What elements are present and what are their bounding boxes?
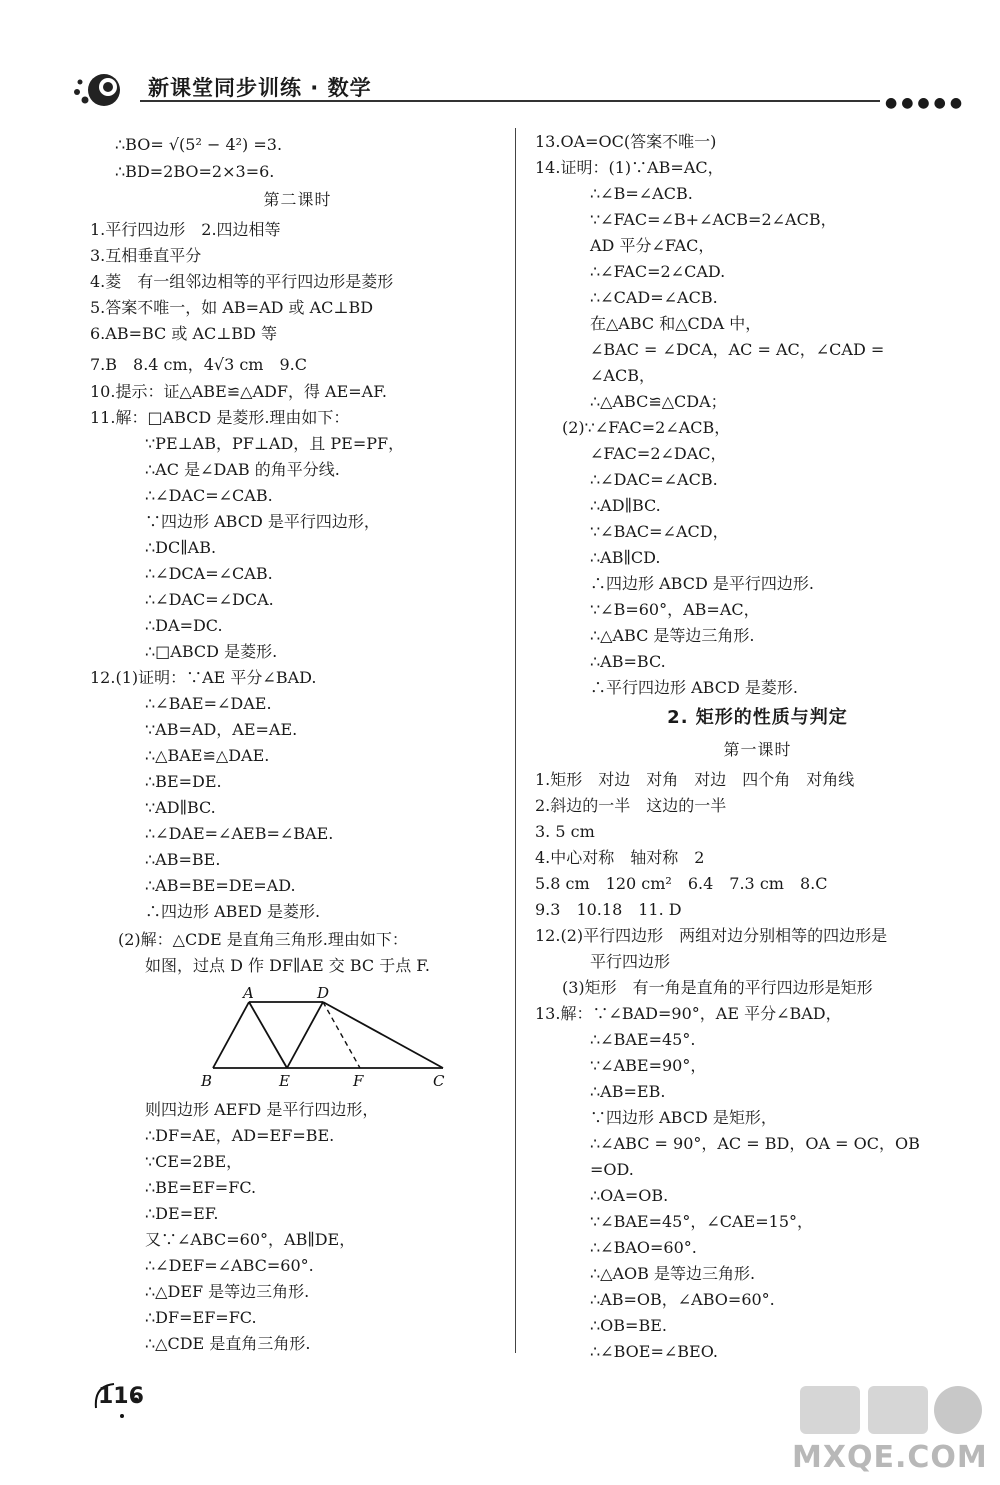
text-line: 9.3 10.18 11. D <box>535 900 682 919</box>
text-line: 10.提示：证△ABE≌△ADF，得 AE=AF. <box>90 382 387 401</box>
text-line: ∴OB=BE. <box>590 1316 667 1335</box>
text-line: ∴∠BAE=45°. <box>590 1030 696 1049</box>
text-line: ∴△ABC≌△CDA； <box>590 392 727 411</box>
label-D: D <box>317 984 330 1002</box>
text-line: =OD. <box>590 1160 634 1179</box>
text-line: ∴四边形 ABED 是菱形. <box>145 902 321 921</box>
text-line: 12.(2)平行四边形 两组对边分别相等的四边形是 <box>535 926 888 945</box>
text-line: ∵AD∥BC. <box>145 798 216 817</box>
text-line: 5.8 cm 120 cm² 6.4 7.3 cm 8.C <box>535 874 828 893</box>
text-line: ∵四边形 ABCD 是矩形， <box>590 1108 777 1127</box>
text-line: ∴∠DAC=∠DCA. <box>145 590 274 609</box>
text-line: 1.矩形 对边 对角 对边 四个角 对角线 <box>535 770 855 789</box>
text-line: ∠ACB， <box>590 366 655 385</box>
text-line: ∴DF=AE，AD=EF=BE. <box>145 1126 335 1145</box>
page-number <box>92 1378 142 1418</box>
text-line: ∴△ABC 是等边三角形. <box>590 626 755 645</box>
text-line: ∴AB=EB. <box>590 1082 666 1101</box>
text-line: ∴∠CAD=∠ACB. <box>590 288 718 307</box>
text-line: 如图，过点 D 作 DF∥AE 交 BC 于点 F. <box>145 956 430 975</box>
text-line: ∵∠ABE=90°， <box>590 1056 707 1075</box>
text-line: ∴△AOB 是等边三角形. <box>590 1264 756 1283</box>
text-line: 13.OA=OC(答案不唯一) <box>535 132 717 151</box>
text-line: ∵∠FAC=∠B+∠ACB=2∠ACB， <box>590 210 837 229</box>
text-line: 4.中心对称 轴对称 2 <box>535 848 705 867</box>
text-line: 平行四边形 <box>590 952 671 971</box>
text-line: ∴OA=OB. <box>590 1186 669 1205</box>
text-line: ∴DF=EF=FC. <box>145 1308 257 1327</box>
header-rule <box>140 100 880 102</box>
text-line: ∴AD∥BC. <box>590 496 661 515</box>
text-line: ∴∠ABC = 90°，AC = BD，OA = OC，OB <box>590 1134 920 1153</box>
text-line: 3.互相垂直平分 <box>90 246 202 265</box>
text-line: ∴∠DCA=∠CAB. <box>145 564 273 583</box>
text-line: 4.菱 有一组邻边相等的平行四边形是菱形 <box>90 272 394 291</box>
text-line: ∵CE=2BE， <box>145 1152 243 1171</box>
text-line: 11.解：□ABCD 是菱形.理由如下： <box>90 408 350 427</box>
label-B: B <box>201 1072 213 1090</box>
text-line: ∴DA=DC. <box>145 616 223 635</box>
text-line: ∴∠BAE=∠DAE. <box>145 694 272 713</box>
watermark-text: MXQE.COM <box>792 1440 988 1475</box>
text-line: (3)矩形 有一角是直角的平行四边形是矩形 <box>562 978 873 997</box>
text-line: ∴□ABCD 是菱形. <box>145 642 278 661</box>
text-line: ∠FAC=2∠DAC， <box>590 444 727 463</box>
text-line: ∴BD=2BO=2×3=6. <box>115 162 275 181</box>
subsection-heading: 第二课时 <box>263 190 332 209</box>
text-line: 6.AB=BC 或 AC⊥BD 等 <box>90 324 277 343</box>
text-line: ∵∠BAC=∠ACD， <box>590 522 729 541</box>
text-line: ∴△BAE≌△DAE. <box>145 746 270 765</box>
text-line: ∴AB=BE=DE=AD. <box>145 876 296 895</box>
text-line: ∴四边形 ABCD 是平行四边形. <box>590 574 814 593</box>
text-line: ∴∠DAC=∠ACB. <box>590 470 718 489</box>
text-line: ∴△DEF 是等边三角形. <box>145 1282 310 1301</box>
text-line: ∴∠BAO=60°. <box>590 1238 697 1257</box>
text-line: (2)∵∠FAC=2∠ACB， <box>562 418 731 437</box>
label-F: F <box>353 1072 364 1090</box>
text-line: 7.B 8.4 cm，4√3 cm 9.C <box>90 355 307 374</box>
label-C: C <box>433 1072 445 1090</box>
page-header <box>0 0 1000 120</box>
text-line: ∴AC 是∠DAB 的角平分线. <box>145 460 340 479</box>
text-line: 5.答案不唯一，如 AB=AD 或 AC⊥BD <box>90 298 374 317</box>
text-line: ∵四边形 ABCD 是平行四边形， <box>145 512 380 531</box>
subsection-heading: 第一课时 <box>723 740 792 759</box>
text-line: ∴AB=BE. <box>145 850 221 869</box>
text-line: ∴BE=DE. <box>145 772 222 791</box>
text-line: ∵PE⊥AB，PF⊥AD，且 PE=PF， <box>145 434 405 453</box>
text-line: (2)解：△CDE 是直角三角形.理由如下： <box>118 930 408 949</box>
book-logo-icon <box>72 70 132 110</box>
text-line: 2.斜边的一半 这边的一半 <box>535 796 727 815</box>
text-line: ∠BAC = ∠DCA，AC = AC，∠CAD = <box>590 340 885 359</box>
text-line: 1.平行四边形 2.四边相等 <box>90 220 281 239</box>
text-line: ∴∠B=∠ACB. <box>590 184 693 203</box>
text-line: ∵∠BAE=45°，∠CAE=15°， <box>590 1212 813 1231</box>
header-dots: ●●●●● <box>885 95 967 111</box>
text-line: ∴AB∥CD. <box>590 548 661 567</box>
label-E: E <box>279 1072 290 1090</box>
text-line: ∵∠B=60°，AB=AC， <box>590 600 760 619</box>
text-line: 又∵∠ABC=60°，AB∥DE， <box>145 1230 356 1249</box>
trapezoid-figure <box>195 982 455 1092</box>
text-line: 13.解：∵∠BAD=90°，AE 平分∠BAD， <box>535 1004 842 1023</box>
text-line: ∴BE=EF=FC. <box>145 1178 257 1197</box>
text-line: AD 平分∠FAC， <box>590 236 715 255</box>
text-line: ∴AB=OB，∠ABO=60°. <box>590 1290 775 1309</box>
text-line: ∴DE=EF. <box>145 1204 219 1223</box>
text-line: ∴∠DAC=∠CAB. <box>145 486 273 505</box>
text-line: ∴△CDE 是直角三角形. <box>145 1334 311 1353</box>
text-line: ∴∠FAC=2∠CAD. <box>590 262 726 281</box>
text-line: 在△ABC 和△CDA 中， <box>590 314 762 333</box>
text-line: 则四边形 AEFD 是平行四边形， <box>145 1100 379 1119</box>
text-line: ∴∠DEF=∠ABC=60°. <box>145 1256 314 1275</box>
text-line: 14.证明：(1)∵AB=AC， <box>535 158 724 177</box>
section-heading: 2. 矩形的性质与判定 <box>667 707 848 728</box>
text-line: ∴∠BOE=∠BEO. <box>590 1342 718 1361</box>
page-number-text: 116 <box>98 1384 144 1409</box>
header-title: 新课堂同步训练 · 数学 <box>148 76 372 100</box>
text-line: ∴DC∥AB. <box>145 538 217 557</box>
text-line: 3. 5 cm <box>535 822 595 841</box>
text-line: 12.(1)证明：∵AE 平分∠BAD. <box>90 668 317 687</box>
text-line: ∴AB=BC. <box>590 652 666 671</box>
text-line: ∴∠DAE=∠AEB=∠BAE. <box>145 824 334 843</box>
label-A: A <box>243 984 254 1002</box>
text-line: ∴BO= √(5² − 4²) =3. <box>115 135 283 154</box>
text-line: ∵AB=AD，AE=AE. <box>145 720 298 739</box>
text-line: ∴平行四边形 ABCD 是菱形. <box>590 678 798 697</box>
